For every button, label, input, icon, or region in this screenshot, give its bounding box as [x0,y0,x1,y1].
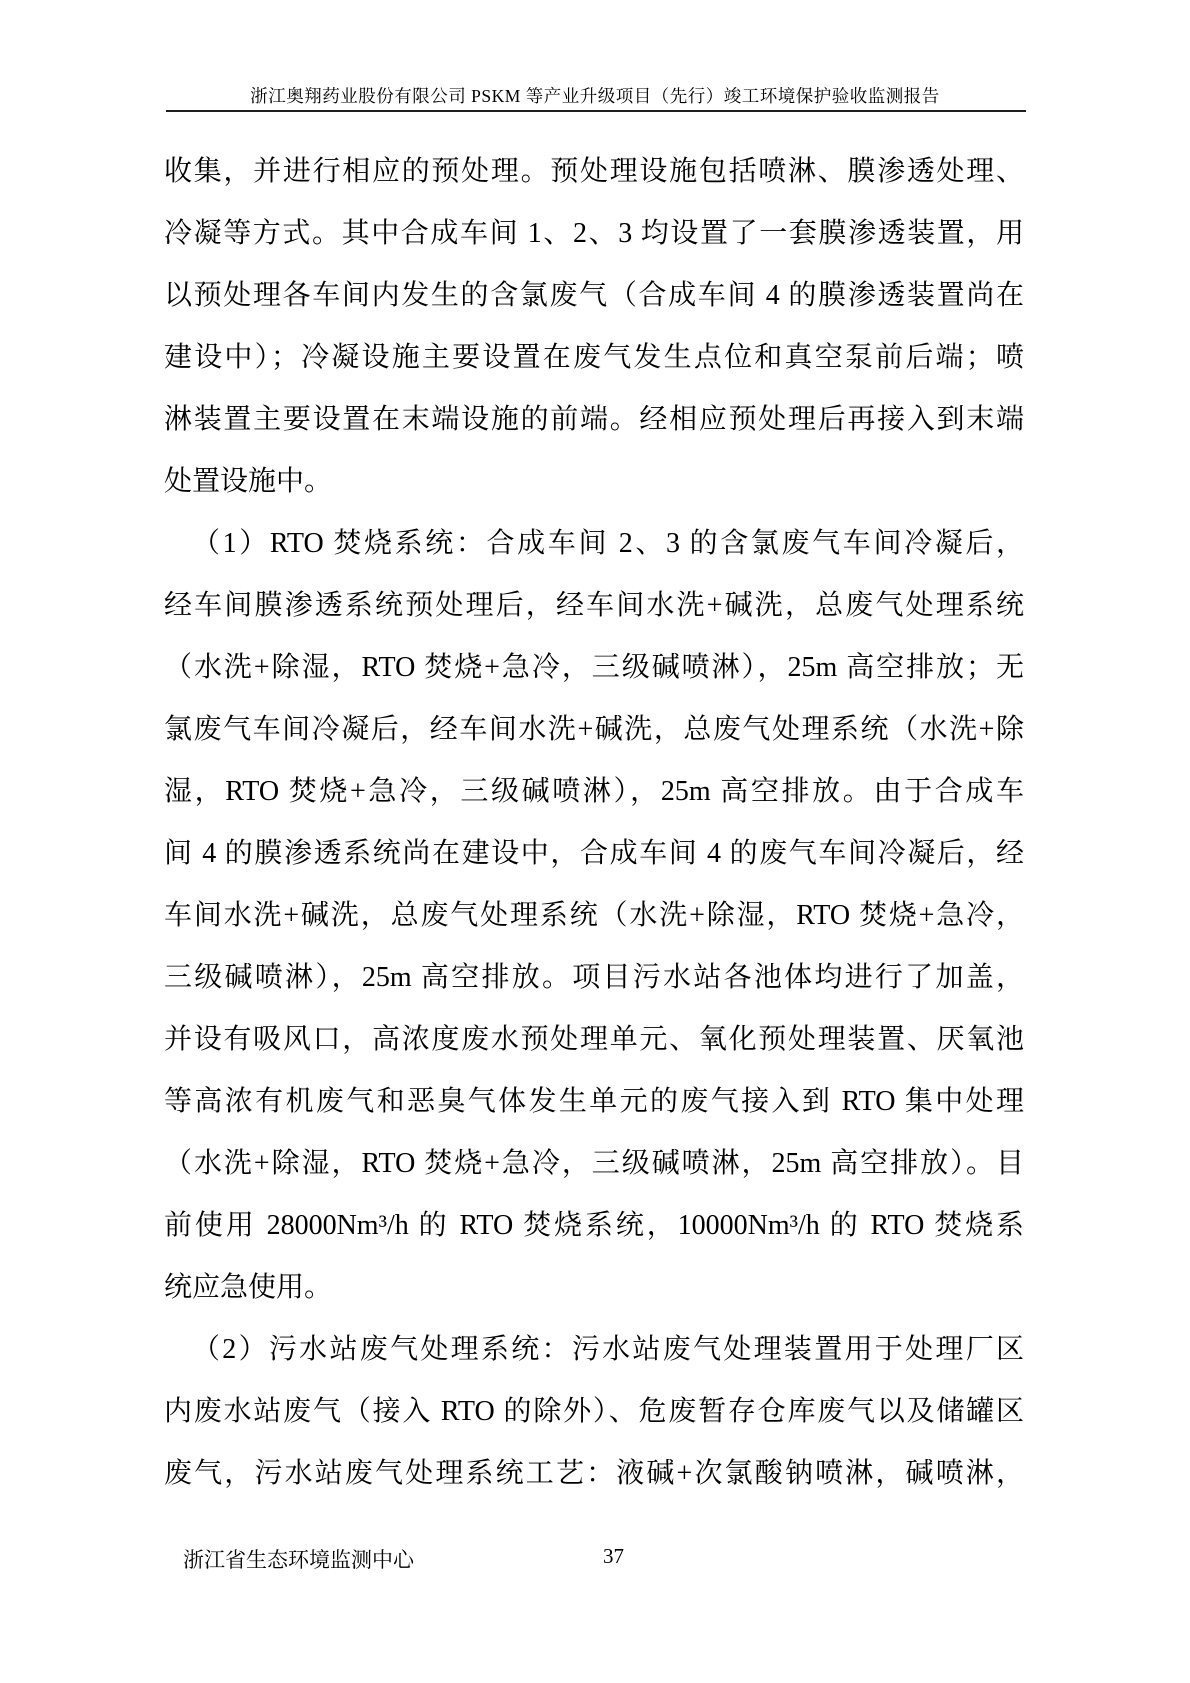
body-line: 收集，并进行相应的预处理。预处理设施包括喷淋、膜渗透处理、 [164,156,1024,187]
body-line: （水洗+除湿，RTO 焚烧+急冷，三级碱喷淋），25m 高空排放；无 [164,652,1024,683]
page-header-title: 浙江奥翔药业股份有限公司 PSKM 等产业升级项目（先行）竣工环境保护验收监测报告 [250,86,940,106]
body-line: 间 4 的膜渗透系统尚在建设中，合成车间 4 的废气车间冷凝后，经 [164,838,1024,869]
body-line: （1）RTO 焚烧系统：合成车间 2、3 的含氯废气车间冷凝后， [192,528,1024,559]
page-number: 37 [603,1544,624,1568]
body-line: （2）污水站废气处理系统：污水站废气处理装置用于处理厂区 [192,1334,1024,1365]
body-line: 前使用 28000Nm³/h 的 RTO 焚烧系统，10000Nm³/h 的 RTO 焚烧系 [164,1210,1024,1241]
body-text [164,141,1024,1505]
body-line: 冷凝等方式。其中合成车间 1、2、3 均设置了一套膜渗透装置，用 [164,218,1024,249]
body-line: 等高浓有机废气和恶臭气体发生单元的废气接入到 RTO 集中处理 [164,1086,1024,1117]
body-line: 湿，RTO 焚烧+急冷，三级碱喷淋），25m 高空排放。由于合成车 [164,776,1024,807]
body-line: 车间水洗+碱洗，总废气处理系统（水洗+除湿，RTO 焚烧+急冷， [164,900,1024,931]
body-line: 以预处理各车间内发生的含氯废气（合成车间 4 的膜渗透装置尚在 [164,280,1024,311]
footer-organization: 浙江省生态环境监测中心 [183,1548,414,1572]
body-line: （水洗+除湿，RTO 焚烧+急冷，三级碱喷淋，25m 高空排放）。目 [164,1148,1024,1179]
body-line: 淋装置主要设置在末端设施的前端。经相应预处理后再接入到末端 [164,404,1024,435]
body-line: 处置设施中。 [164,466,333,497]
body-line: 氯废气车间冷凝后，经车间水洗+碱洗，总废气处理系统（水洗+除 [164,714,1024,745]
body-line: 经车间膜渗透系统预处理后，经车间水洗+碱洗，总废气处理系统 [164,590,1024,621]
body-line: 建设中）；冷凝设施主要设置在废气发生点位和真空泵前后端；喷 [164,342,1024,373]
header-divider [166,110,1026,112]
body-line: 废气，污水站废气处理系统工艺：液碱+次氯酸钠喷淋，碱喷淋， [164,1458,1024,1489]
body-line: 统应急使用。 [164,1272,333,1303]
body-line: 三级碱喷淋），25m 高空排放。项目污水站各池体均进行了加盖， [164,962,1024,993]
body-line: 并设有吸风口，高浓度废水预处理单元、氧化预处理装置、厌氧池 [164,1024,1024,1055]
body-line: 内废水站废气（接入 RTO 的除外）、危废暂存仓库废气以及储罐区 [164,1396,1024,1427]
